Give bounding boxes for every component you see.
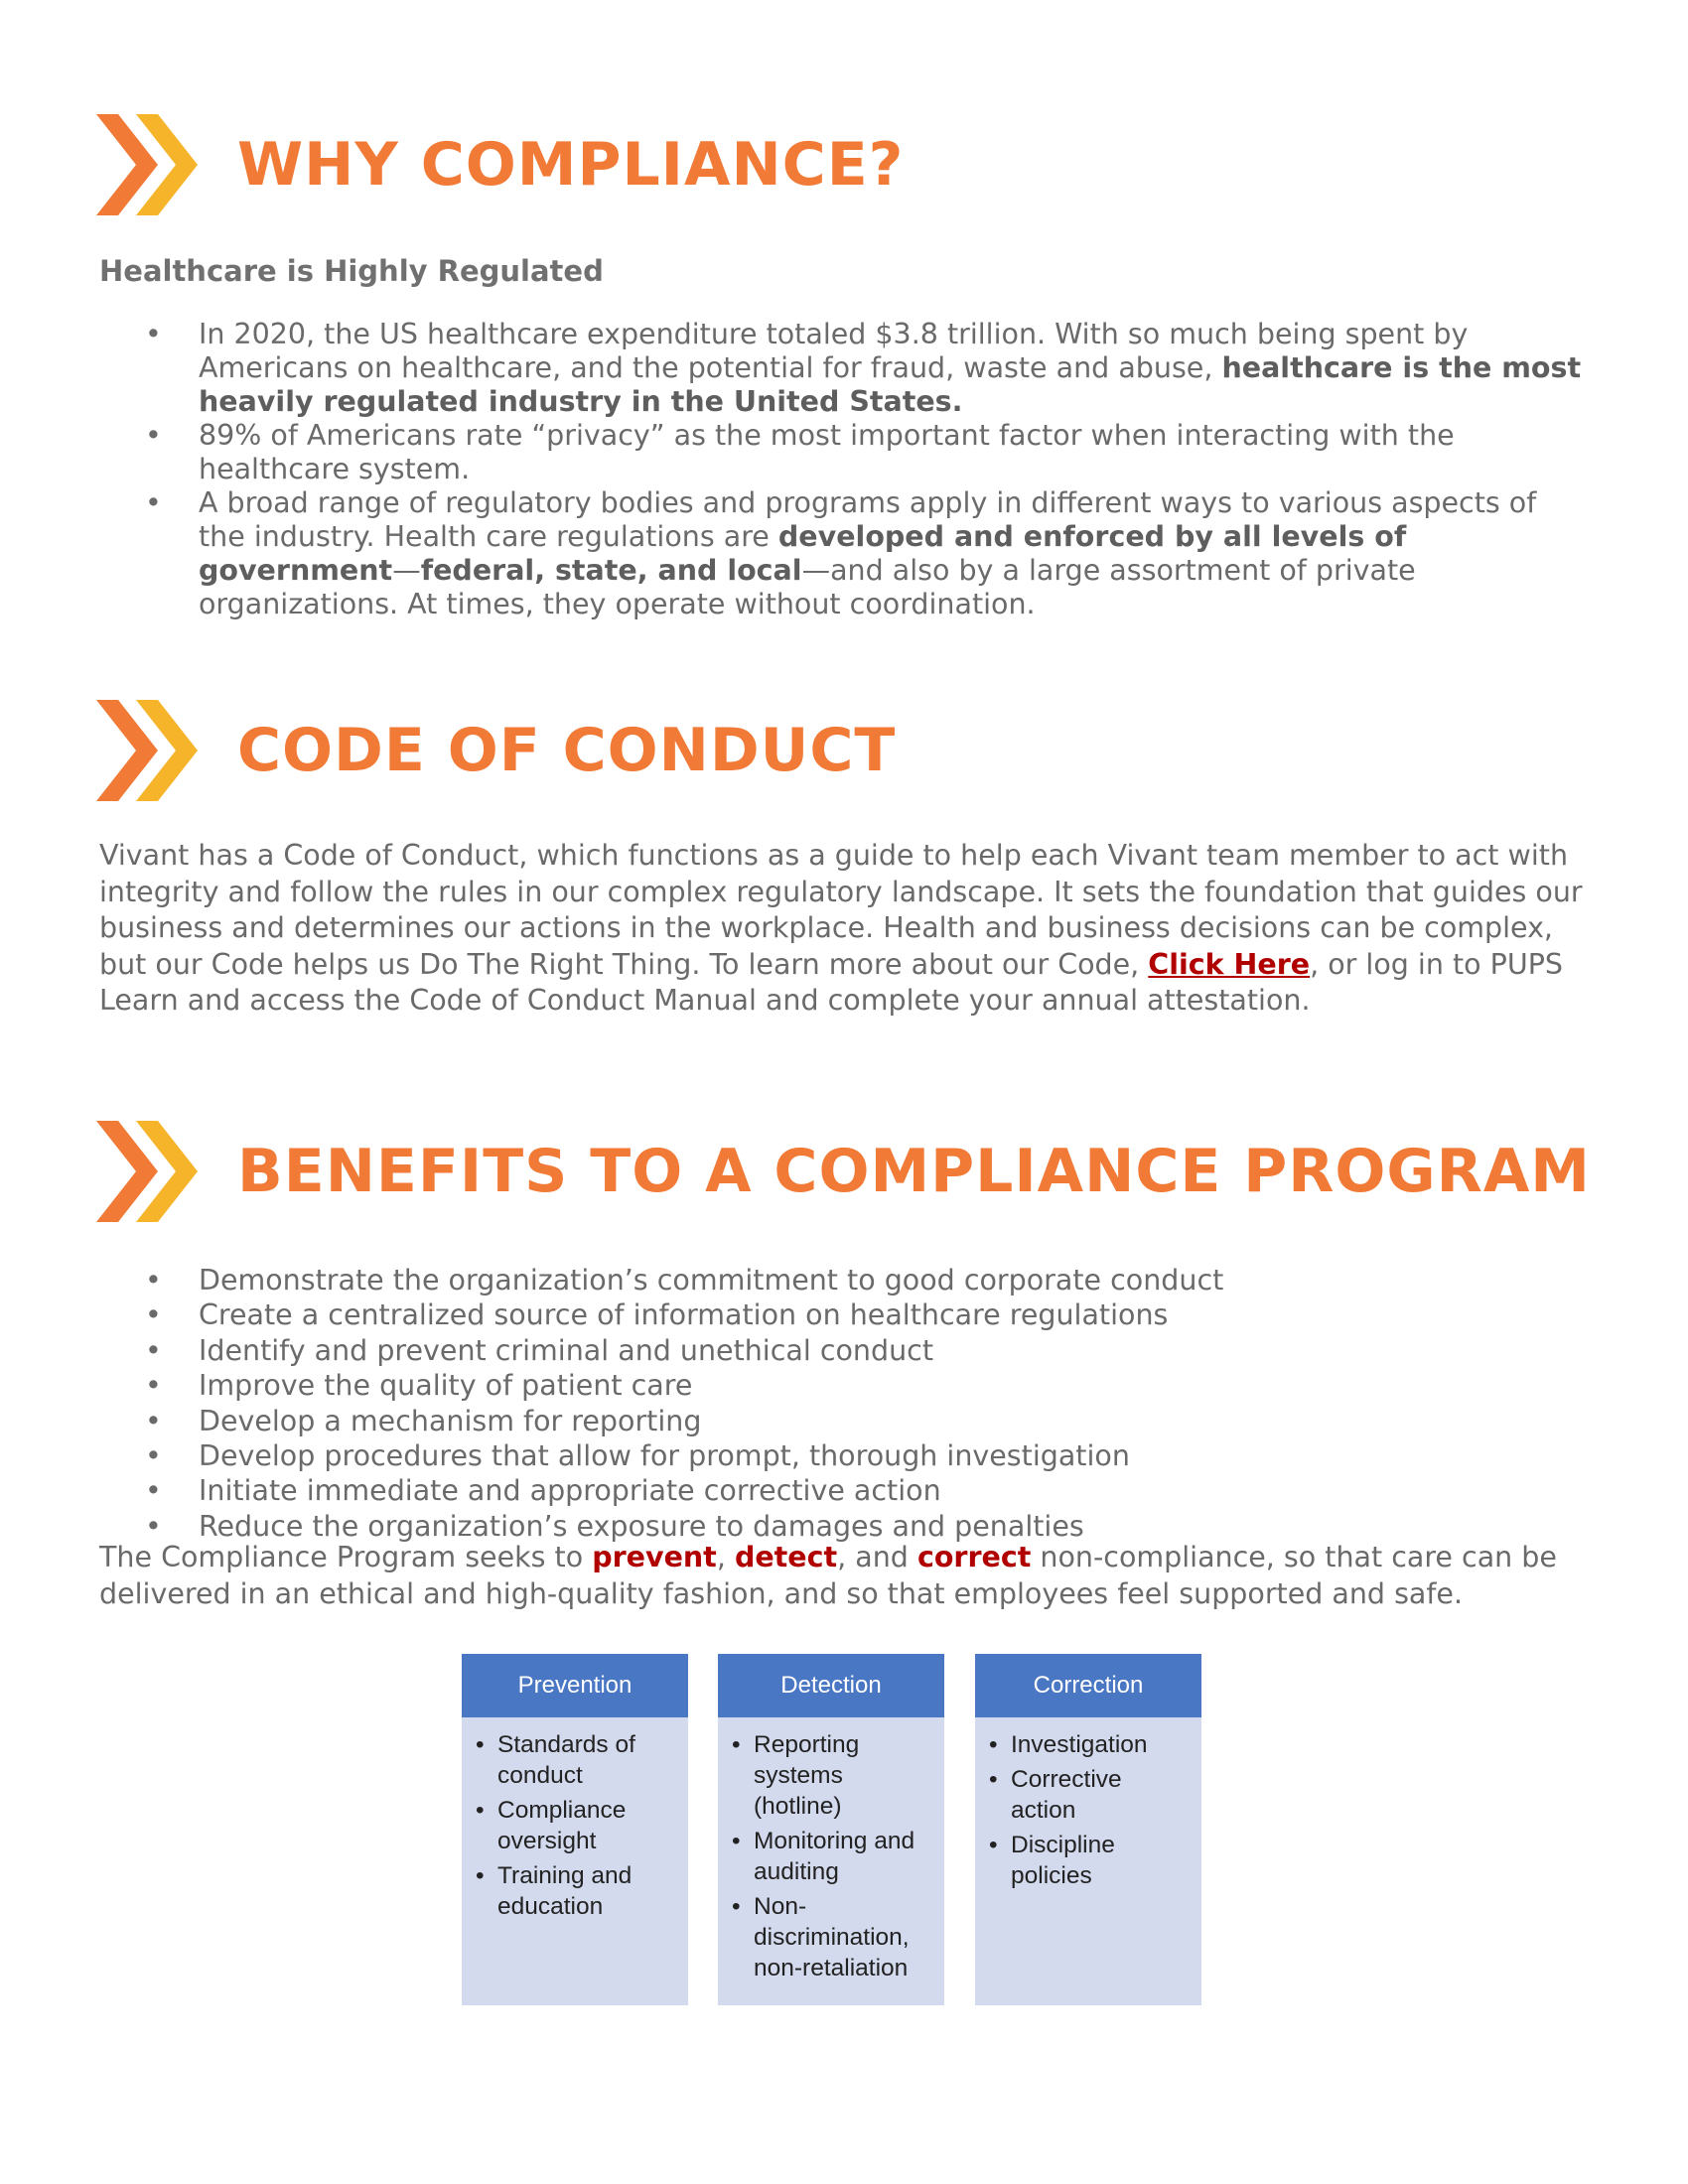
column-title: Prevention: [462, 1654, 688, 1717]
benefits-header: [96, 1112, 1591, 1231]
list-item: • Corrective action: [989, 1764, 1192, 1826]
word-correct: correct: [916, 1541, 1032, 1573]
list-item: • Reporting systems (hotline): [732, 1729, 934, 1822]
list-item: • Compliance oversight: [476, 1795, 678, 1856]
list-item: • Improve the quality of patient care: [99, 1368, 1589, 1403]
prevention-column: [462, 1654, 688, 2005]
section-title-code: CODE OF CONDUCT: [237, 716, 897, 785]
list-item: • Investigation: [989, 1729, 1192, 1760]
why-compliance-header: [96, 105, 904, 224]
why-bullet-list: [99, 318, 1589, 621]
code-of-conduct-header: [96, 691, 896, 810]
list-item: • Training and education: [476, 1860, 678, 1922]
benefits-summary: The Compliance Program seeks to prevent, detect, and correct non-compliance, so that care can be delivered in an ethical and high-quality fashion, and so that employees feel supported and safe.: [99, 1541, 1557, 1610]
word-prevent: prevent: [592, 1541, 717, 1573]
list-item: • Demonstrate the organization’s commitment to good corporate conduct: [99, 1263, 1589, 1297]
column-title: Detection: [718, 1654, 944, 1717]
list-item: • Standards of conduct: [476, 1729, 678, 1791]
double-chevron-icon: [96, 106, 213, 223]
subheading-highly-regulated: Healthcare is Highly Regulated: [99, 254, 604, 288]
list-item: • 89% of Americans rate “privacy” as the most important factor when interacting with the healthcare system.: [99, 419, 1589, 486]
code-paragraph: Vivant has a Code of Conduct, which functions as a guide to help each Vivant team member to act with integrity and follow the rules in our complex regulatory landscape. It sets the foundation that guides our business and determines our actions in the workplace. Health and business decisions can be complex, but our Code helps us Do The Right Thing. To learn more about our Code, Click Here, or log in to PUPS Learn and access the Code of Conduct Manual and complete your annual attestation.: [99, 839, 1583, 1017]
list-item: • Non-discrimination, non-retaliation: [732, 1891, 934, 1983]
compliance-columns-diagram: [462, 1654, 1201, 2005]
list-item: • Develop a mechanism for reporting: [99, 1404, 1589, 1438]
correction-column: [975, 1654, 1201, 2005]
benefits-bullet-list: [99, 1263, 1589, 1544]
word-detect: detect: [734, 1541, 838, 1573]
list-item: • Reduce the organization’s exposure to damages and penalties: [99, 1509, 1589, 1544]
list-item: • Discipline policies: [989, 1830, 1192, 1891]
list-item: • Monitoring and auditing: [732, 1826, 934, 1887]
list-item: • Develop procedures that allow for prompt, thorough investigation: [99, 1438, 1589, 1473]
double-chevron-icon: [96, 1113, 213, 1230]
list-item: • Identify and prevent criminal and unethical conduct: [99, 1333, 1589, 1368]
list-item: • Create a centralized source of information on healthcare regulations: [99, 1297, 1589, 1332]
double-chevron-icon: [96, 692, 213, 809]
section-title-benefits: BENEFITS TO A COMPLIANCE PROGRAM: [237, 1137, 1592, 1206]
click-here-link[interactable]: Click Here: [1148, 947, 1311, 981]
detection-column: [718, 1654, 944, 2005]
list-item: • A broad range of regulatory bodies and programs apply in different ways to various aspects of the industry. Health care regulations are developed and enforced by all levels of government—federal, state, and local—and also by a large assortment of private organizations. At times, they operate without coordination.: [99, 486, 1589, 621]
column-title: Correction: [975, 1654, 1201, 1717]
section-title-why: WHY COMPLIANCE?: [237, 130, 905, 200]
list-item: • In 2020, the US healthcare expenditure totaled $3.8 trillion. With so much being spent by Americans on healthcare, and the potential for fraud, waste and abuse, healthcare is the most heavily regulated industry in the United States.: [99, 318, 1589, 419]
list-item: • Initiate immediate and appropriate corrective action: [99, 1473, 1589, 1508]
